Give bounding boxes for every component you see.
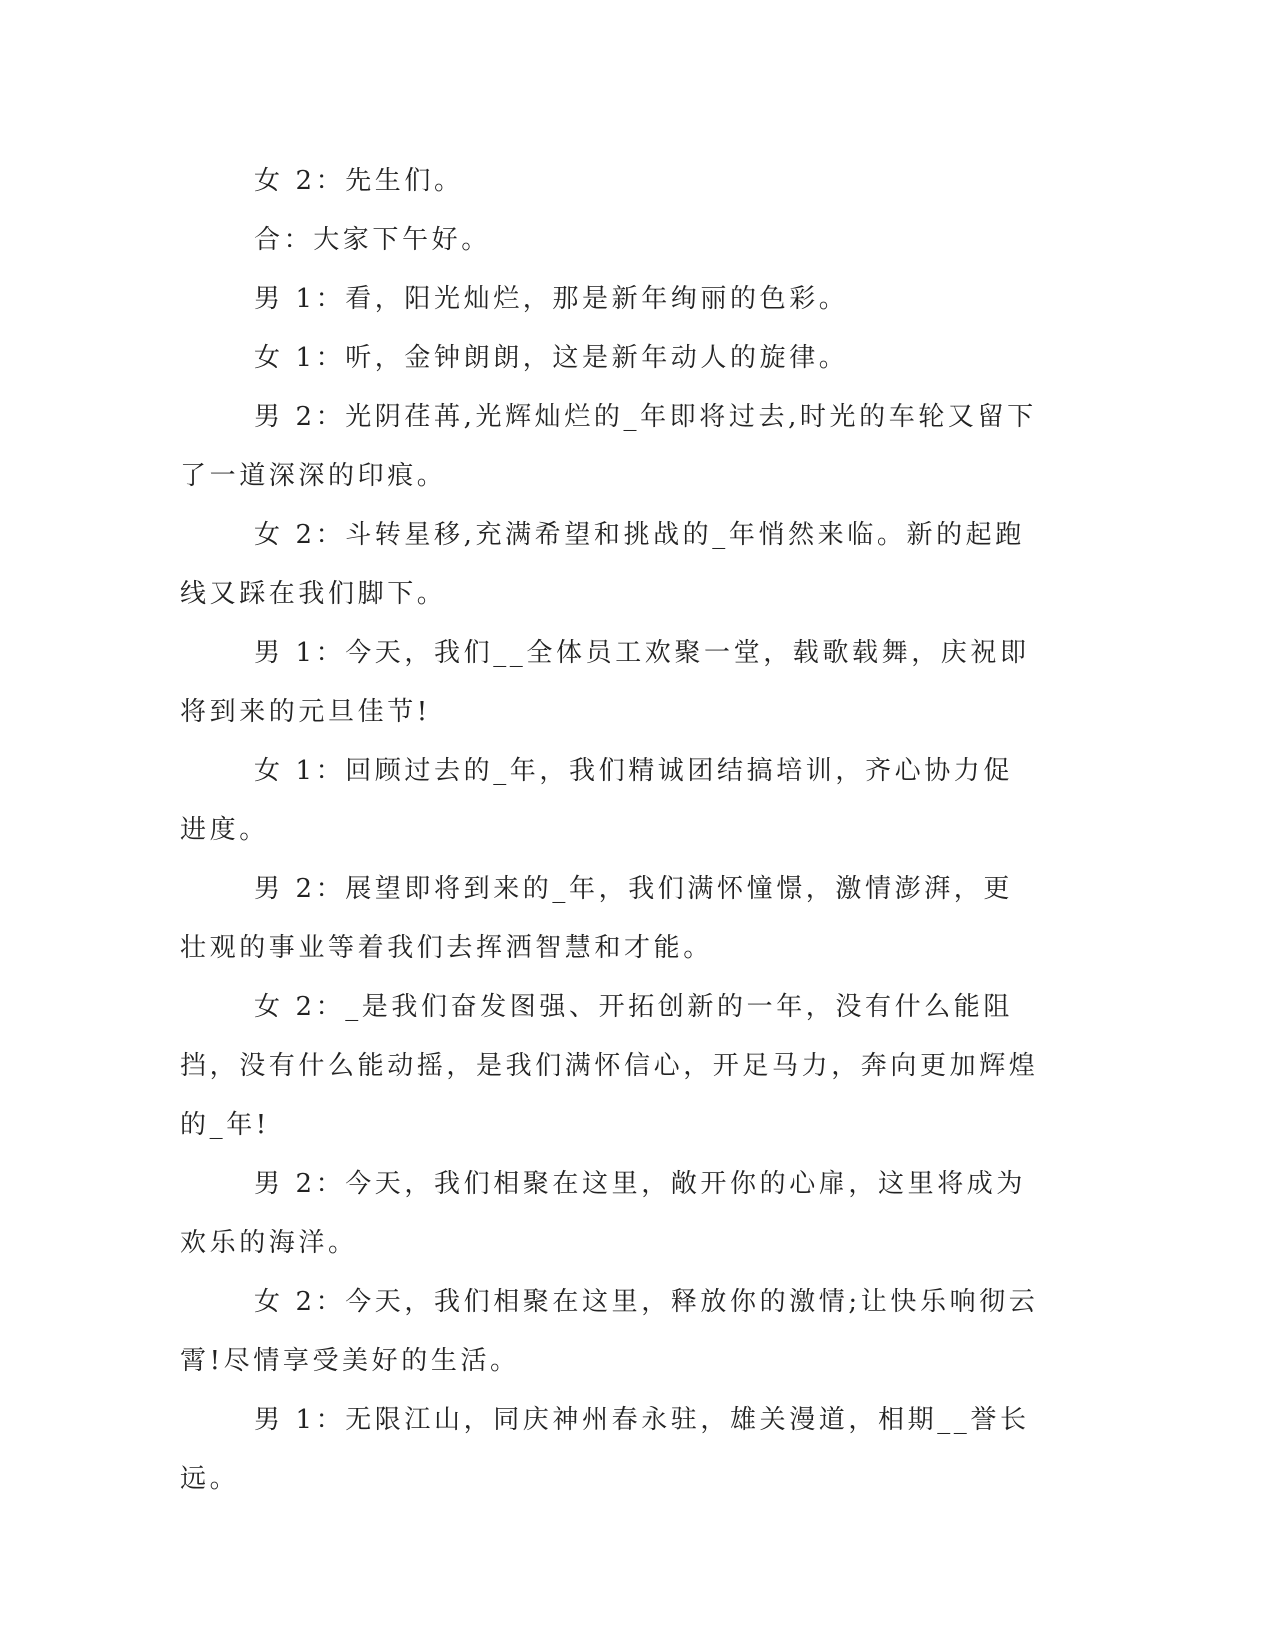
paragraph: 男 2：光阴荏苒,光辉灿烂的_年即将过去,时光的车轮又留下了一道深深的印痕。 — [180, 402, 1037, 491]
paragraph: 女 2：先生们。 — [254, 166, 464, 196]
paragraph: 女 2：今天，我们相聚在这里，释放你的激情;让快乐响彻云霄!尽情享受美好的生活。 — [180, 1287, 1039, 1376]
paragraph: 男 2：今天，我们相聚在这里，敞开你的心扉，这里将成为欢乐的海洋。 — [180, 1169, 1027, 1258]
paragraph: 女 2：_是我们奋发图强、开拓创新的一年，没有什么能阻挡，没有什么能动摇，是我们满怀信心，开足马力，奔向更加辉煌的_年! — [180, 992, 1039, 1140]
paragraph: 男 2：展望即将到来的_年，我们满怀憧憬，激情澎湃，更壮观的事业等着我们去挥洒智慧和才能。 — [180, 874, 1014, 963]
paragraph: 男 1：无限江山，同庆神州春永驻，雄关漫道，相期__誉长远。 — [180, 1405, 1030, 1494]
paragraph: 女 2：斗转星移,充满希望和挑战的_年悄然来临。新的起跑线又踩在我们脚下。 — [180, 520, 1025, 609]
paragraph: 合：大家下午好。 — [254, 225, 491, 255]
paragraph: 男 1：今天，我们__全体员工欢聚一堂，载歌载舞，庆祝即将到来的元旦佳节! — [180, 638, 1030, 727]
paragraph: 女 1：听，金钟朗朗，这是新年动人的旋律。 — [254, 343, 849, 373]
paragraph: 女 1：回顾过去的_年，我们精诚团结搞培训，齐心协力促进度。 — [180, 756, 1014, 845]
document-body — [180, 152, 1040, 1509]
paragraph: 男 1：看，阳光灿烂，那是新年绚丽的色彩。 — [254, 284, 849, 314]
